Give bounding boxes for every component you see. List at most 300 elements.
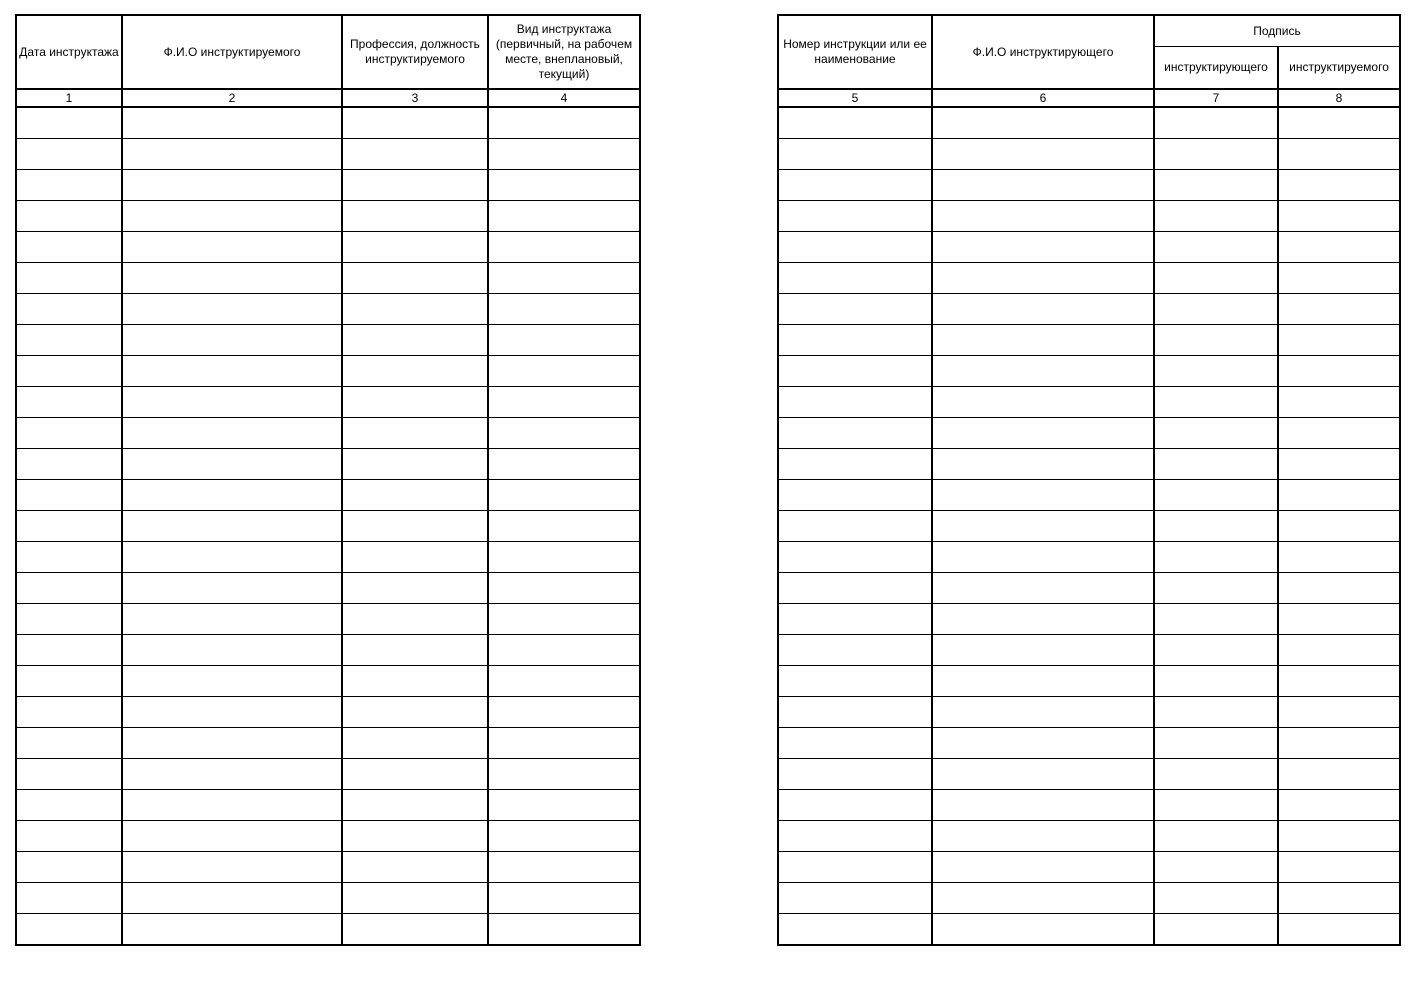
table-row — [16, 387, 640, 418]
table-cell[interactable] — [16, 107, 122, 139]
table-cell[interactable] — [1278, 325, 1400, 356]
table-row — [778, 294, 1400, 325]
table-cell[interactable] — [16, 852, 122, 883]
table-row — [16, 263, 640, 294]
header-signature-instructor — [1154, 47, 1278, 90]
table-row — [16, 883, 640, 914]
table-cell[interactable] — [778, 666, 932, 697]
table-cell[interactable] — [122, 294, 342, 325]
table-cell[interactable] — [16, 294, 122, 325]
table-cell[interactable] — [16, 418, 122, 449]
table-cell[interactable] — [122, 914, 342, 946]
table-cell[interactable] — [122, 263, 342, 294]
table-cell[interactable] — [1154, 542, 1278, 573]
table-cell[interactable] — [1278, 107, 1400, 139]
table-cell[interactable] — [932, 914, 1154, 946]
table-row — [16, 697, 640, 728]
table-cell[interactable] — [1154, 449, 1278, 480]
table-row — [16, 914, 640, 946]
table-row — [16, 759, 640, 790]
header-instruction-type-label: Вид инструктажа (первичный, на рабочем месте, внеплановый, текущий) — [495, 22, 633, 81]
table-cell[interactable] — [932, 449, 1154, 480]
header-signature-group-label: Подпись — [1253, 23, 1301, 38]
table-row — [16, 790, 640, 821]
table-row — [778, 449, 1400, 480]
table-cell[interactable] — [122, 201, 342, 232]
table-cell[interactable] — [122, 759, 342, 790]
table-cell[interactable] — [16, 666, 122, 697]
table-cell[interactable] — [1278, 852, 1400, 883]
table-row — [778, 542, 1400, 573]
table-row — [778, 697, 1400, 728]
table-cell[interactable] — [932, 418, 1154, 449]
table-cell[interactable] — [122, 790, 342, 821]
table-cell[interactable] — [488, 356, 640, 387]
table-cell[interactable] — [16, 914, 122, 946]
table-cell[interactable] — [488, 387, 640, 418]
table-cell[interactable] — [932, 139, 1154, 170]
table-cell[interactable] — [1278, 635, 1400, 666]
table-row — [16, 821, 640, 852]
table-row — [778, 356, 1400, 387]
table-cell[interactable] — [932, 852, 1154, 883]
table-cell[interactable] — [16, 170, 122, 201]
table-cell[interactable] — [488, 325, 640, 356]
table-cell[interactable] — [122, 325, 342, 356]
table-cell[interactable] — [778, 883, 932, 914]
table-cell[interactable] — [16, 139, 122, 170]
table-cell[interactable] — [1278, 139, 1400, 170]
table-cell[interactable] — [1154, 511, 1278, 542]
table-cell[interactable] — [1154, 697, 1278, 728]
table-row — [778, 480, 1400, 511]
table-cell[interactable] — [1154, 790, 1278, 821]
table-cell[interactable] — [488, 573, 640, 604]
table-cell[interactable] — [778, 573, 932, 604]
column-number: 4 — [488, 89, 640, 107]
table-cell[interactable] — [342, 666, 488, 697]
table-cell[interactable] — [778, 604, 932, 635]
left-column-numbers-row — [16, 89, 640, 107]
table-cell[interactable] — [16, 883, 122, 914]
table-row — [16, 232, 640, 263]
table-cell[interactable] — [488, 418, 640, 449]
table-cell[interactable] — [1278, 914, 1400, 946]
table-row — [16, 511, 640, 542]
table-cell[interactable] — [342, 511, 488, 542]
table-cell[interactable] — [1154, 201, 1278, 232]
table-cell[interactable] — [1154, 573, 1278, 604]
table-cell[interactable] — [1278, 449, 1400, 480]
table-cell[interactable] — [932, 790, 1154, 821]
left-header-row — [16, 15, 640, 89]
header-instruction-label: Номер инструкции или ее наименование — [783, 37, 927, 66]
table-cell[interactable] — [342, 387, 488, 418]
table-cell[interactable] — [1154, 480, 1278, 511]
header-date-label: Дата инструктажа — [19, 44, 119, 59]
table-row — [16, 418, 640, 449]
header-signature-group — [1154, 15, 1400, 47]
table-cell[interactable] — [1154, 852, 1278, 883]
table-cell[interactable] — [488, 852, 640, 883]
left-journal-table — [15, 14, 641, 946]
table-cell[interactable] — [932, 325, 1154, 356]
table-row — [778, 232, 1400, 263]
header-instructor-name — [932, 15, 1154, 89]
table-cell[interactable] — [342, 573, 488, 604]
header-instructor-name-label: Ф.И.О инструктирующего — [972, 44, 1114, 59]
table-cell[interactable] — [1278, 697, 1400, 728]
table-cell[interactable] — [488, 201, 640, 232]
table-cell[interactable] — [1278, 666, 1400, 697]
table-cell[interactable] — [1154, 821, 1278, 852]
column-number: 8 — [1278, 89, 1400, 107]
table-row — [778, 883, 1400, 914]
table-cell[interactable] — [342, 821, 488, 852]
table-row — [16, 170, 640, 201]
table-cell[interactable] — [342, 790, 488, 821]
table-cell[interactable] — [16, 790, 122, 821]
table-cell[interactable] — [932, 201, 1154, 232]
table-cell[interactable] — [1154, 914, 1278, 946]
table-cell[interactable] — [1278, 573, 1400, 604]
table-row — [778, 821, 1400, 852]
table-cell[interactable] — [488, 821, 640, 852]
table-cell[interactable] — [1278, 294, 1400, 325]
table-row — [778, 604, 1400, 635]
table-cell[interactable] — [778, 511, 932, 542]
table-cell[interactable] — [122, 542, 342, 573]
table-cell[interactable] — [342, 883, 488, 914]
table-cell[interactable] — [16, 201, 122, 232]
table-cell[interactable] — [488, 139, 640, 170]
table-cell[interactable] — [932, 511, 1154, 542]
table-cell[interactable] — [16, 604, 122, 635]
table-row — [778, 914, 1400, 946]
table-cell[interactable] — [932, 697, 1154, 728]
table-cell[interactable] — [16, 325, 122, 356]
table-cell[interactable] — [932, 883, 1154, 914]
table-cell[interactable] — [122, 852, 342, 883]
table-cell[interactable] — [488, 294, 640, 325]
table-row — [16, 294, 640, 325]
table-cell[interactable] — [16, 263, 122, 294]
header-signature-instructee-label: инструктируемого — [1289, 60, 1389, 74]
table-cell[interactable] — [16, 232, 122, 263]
table-cell[interactable] — [342, 170, 488, 201]
table-cell[interactable] — [778, 480, 932, 511]
table-row — [16, 107, 640, 139]
table-cell[interactable] — [342, 294, 488, 325]
table-cell[interactable] — [342, 604, 488, 635]
table-cell[interactable] — [16, 449, 122, 480]
right-column-numbers-row — [778, 89, 1400, 107]
table-cell[interactable] — [1154, 666, 1278, 697]
table-cell[interactable] — [932, 263, 1154, 294]
table-cell[interactable] — [778, 790, 932, 821]
table-cell[interactable] — [488, 170, 640, 201]
table-cell[interactable] — [16, 635, 122, 666]
header-instructee-name — [122, 15, 342, 89]
table-cell[interactable] — [1154, 759, 1278, 790]
table-cell[interactable] — [932, 294, 1154, 325]
table-cell[interactable] — [342, 263, 488, 294]
table-cell[interactable] — [1154, 232, 1278, 263]
table-row — [778, 790, 1400, 821]
column-number: 3 — [342, 89, 488, 107]
table-cell[interactable] — [488, 728, 640, 759]
table-row — [16, 480, 640, 511]
header-date — [16, 15, 122, 89]
column-number: 2 — [122, 89, 342, 107]
table-row — [16, 666, 640, 697]
table-cell[interactable] — [932, 232, 1154, 263]
table-cell[interactable] — [1278, 511, 1400, 542]
table-cell[interactable] — [122, 728, 342, 759]
header-instruction-type — [488, 15, 640, 89]
table-row — [16, 449, 640, 480]
table-row — [16, 635, 640, 666]
header-instructee-name-label: Ф.И.О инструктируемого — [163, 44, 301, 59]
table-cell[interactable] — [778, 232, 932, 263]
table-cell[interactable] — [932, 821, 1154, 852]
table-cell[interactable] — [1278, 790, 1400, 821]
table-cell[interactable] — [488, 449, 640, 480]
table-cell[interactable] — [1278, 759, 1400, 790]
table-cell[interactable] — [1154, 387, 1278, 418]
table-cell[interactable] — [932, 356, 1154, 387]
table-cell[interactable] — [778, 542, 932, 573]
table-cell[interactable] — [778, 170, 932, 201]
table-cell[interactable] — [1154, 139, 1278, 170]
table-cell[interactable] — [932, 107, 1154, 139]
table-cell[interactable] — [342, 356, 488, 387]
table-cell[interactable] — [1278, 728, 1400, 759]
table-cell[interactable] — [1278, 883, 1400, 914]
table-cell[interactable] — [488, 604, 640, 635]
table-cell[interactable] — [932, 573, 1154, 604]
header-signature-instructee — [1278, 47, 1400, 90]
table-row — [16, 325, 640, 356]
table-row — [778, 107, 1400, 139]
header-instruction — [778, 15, 932, 89]
table-cell[interactable] — [122, 573, 342, 604]
table-cell[interactable] — [1154, 294, 1278, 325]
right-header-row-top — [778, 15, 1400, 47]
header-profession — [342, 15, 488, 89]
table-row — [778, 573, 1400, 604]
table-cell[interactable] — [1278, 387, 1400, 418]
table-cell[interactable] — [488, 914, 640, 946]
table-cell[interactable] — [122, 821, 342, 852]
table-cell[interactable] — [488, 480, 640, 511]
table-cell[interactable] — [1154, 170, 1278, 201]
table-cell[interactable] — [342, 418, 488, 449]
table-cell[interactable] — [1154, 418, 1278, 449]
table-row — [778, 666, 1400, 697]
table-cell[interactable] — [122, 697, 342, 728]
table-cell[interactable] — [488, 263, 640, 294]
table-row — [16, 356, 640, 387]
table-cell[interactable] — [488, 697, 640, 728]
table-cell[interactable] — [778, 294, 932, 325]
table-cell[interactable] — [122, 511, 342, 542]
column-number: 7 — [1154, 89, 1278, 107]
table-cell[interactable] — [122, 356, 342, 387]
table-cell[interactable] — [778, 325, 932, 356]
table-cell[interactable] — [1154, 883, 1278, 914]
table-cell[interactable] — [342, 232, 488, 263]
table-row — [16, 201, 640, 232]
table-cell[interactable] — [1154, 728, 1278, 759]
table-cell[interactable] — [342, 480, 488, 511]
table-cell[interactable] — [16, 821, 122, 852]
table-row — [778, 728, 1400, 759]
table-cell[interactable] — [122, 883, 342, 914]
table-cell[interactable] — [16, 542, 122, 573]
table-cell[interactable] — [342, 728, 488, 759]
table-cell[interactable] — [778, 201, 932, 232]
table-cell[interactable] — [122, 418, 342, 449]
table-row — [16, 139, 640, 170]
table-cell[interactable] — [488, 635, 640, 666]
table-cell[interactable] — [778, 821, 932, 852]
table-cell[interactable] — [778, 914, 932, 946]
table-cell[interactable] — [16, 728, 122, 759]
table-row — [778, 852, 1400, 883]
table-cell[interactable] — [932, 635, 1154, 666]
column-number: 1 — [16, 89, 122, 107]
table-cell[interactable] — [1278, 356, 1400, 387]
right-journal-table — [777, 14, 1401, 946]
table-cell[interactable] — [932, 666, 1154, 697]
table-row — [16, 852, 640, 883]
table-cell[interactable] — [16, 480, 122, 511]
table-row — [16, 604, 640, 635]
table-cell[interactable] — [122, 107, 342, 139]
table-cell[interactable] — [342, 635, 488, 666]
table-cell[interactable] — [1278, 480, 1400, 511]
column-number: 6 — [932, 89, 1154, 107]
table-cell[interactable] — [1154, 325, 1278, 356]
table-cell[interactable] — [488, 666, 640, 697]
table-cell[interactable] — [1278, 542, 1400, 573]
table-row — [778, 387, 1400, 418]
table-row — [778, 263, 1400, 294]
column-number: 5 — [778, 89, 932, 107]
table-cell[interactable] — [932, 480, 1154, 511]
table-cell[interactable] — [122, 449, 342, 480]
table-cell[interactable] — [778, 759, 932, 790]
table-cell[interactable] — [16, 387, 122, 418]
table-cell[interactable] — [488, 107, 640, 139]
table-cell[interactable] — [778, 263, 932, 294]
table-cell[interactable] — [1154, 263, 1278, 294]
table-cell[interactable] — [122, 604, 342, 635]
table-cell[interactable] — [122, 387, 342, 418]
table-cell[interactable] — [122, 480, 342, 511]
table-cell[interactable] — [122, 666, 342, 697]
table-cell[interactable] — [16, 356, 122, 387]
table-cell[interactable] — [488, 511, 640, 542]
table-row — [16, 542, 640, 573]
table-cell[interactable] — [342, 107, 488, 139]
table-cell[interactable] — [122, 232, 342, 263]
table-cell[interactable] — [16, 697, 122, 728]
table-cell[interactable] — [932, 604, 1154, 635]
table-cell[interactable] — [342, 697, 488, 728]
table-cell[interactable] — [1154, 356, 1278, 387]
table-cell[interactable] — [932, 387, 1154, 418]
table-cell[interactable] — [778, 139, 932, 170]
table-cell[interactable] — [1278, 604, 1400, 635]
table-row — [778, 325, 1400, 356]
table-row — [778, 759, 1400, 790]
table-cell[interactable] — [778, 449, 932, 480]
table-cell[interactable] — [342, 542, 488, 573]
table-row — [778, 170, 1400, 201]
table-cell[interactable] — [342, 325, 488, 356]
table-cell[interactable] — [16, 573, 122, 604]
table-cell[interactable] — [932, 170, 1154, 201]
table-cell[interactable] — [488, 542, 640, 573]
table-cell[interactable] — [932, 759, 1154, 790]
table-cell[interactable] — [932, 728, 1154, 759]
table-row — [778, 635, 1400, 666]
table-cell[interactable] — [778, 635, 932, 666]
table-cell[interactable] — [488, 759, 640, 790]
table-cell[interactable] — [342, 759, 488, 790]
table-cell[interactable] — [488, 790, 640, 821]
table-cell[interactable] — [1278, 170, 1400, 201]
table-cell[interactable] — [1278, 232, 1400, 263]
table-row — [16, 728, 640, 759]
table-cell[interactable] — [1278, 821, 1400, 852]
table-cell[interactable] — [932, 542, 1154, 573]
table-cell[interactable] — [342, 449, 488, 480]
table-cell[interactable] — [778, 107, 932, 139]
table-cell[interactable] — [122, 139, 342, 170]
table-cell[interactable] — [342, 139, 488, 170]
header-signature-instructor-label: инструктирующего — [1164, 60, 1268, 74]
table-cell[interactable] — [778, 356, 932, 387]
table-cell[interactable] — [16, 511, 122, 542]
table-cell[interactable] — [1154, 604, 1278, 635]
table-cell[interactable] — [778, 852, 932, 883]
table-cell[interactable] — [342, 201, 488, 232]
table-cell[interactable] — [488, 883, 640, 914]
table-cell[interactable] — [778, 387, 932, 418]
table-cell[interactable] — [488, 232, 640, 263]
table-cell[interactable] — [778, 728, 932, 759]
table-cell[interactable] — [778, 418, 932, 449]
table-cell[interactable] — [778, 697, 932, 728]
table-cell[interactable] — [16, 759, 122, 790]
table-cell[interactable] — [342, 914, 488, 946]
table-row — [778, 418, 1400, 449]
table-row — [778, 139, 1400, 170]
table-cell[interactable] — [1154, 635, 1278, 666]
table-cell[interactable] — [342, 852, 488, 883]
table-cell[interactable] — [1278, 201, 1400, 232]
table-cell[interactable] — [1278, 263, 1400, 294]
table-cell[interactable] — [1154, 107, 1278, 139]
table-cell[interactable] — [122, 170, 342, 201]
table-cell[interactable] — [1278, 418, 1400, 449]
table-row — [16, 573, 640, 604]
table-cell[interactable] — [122, 635, 342, 666]
table-row — [778, 201, 1400, 232]
